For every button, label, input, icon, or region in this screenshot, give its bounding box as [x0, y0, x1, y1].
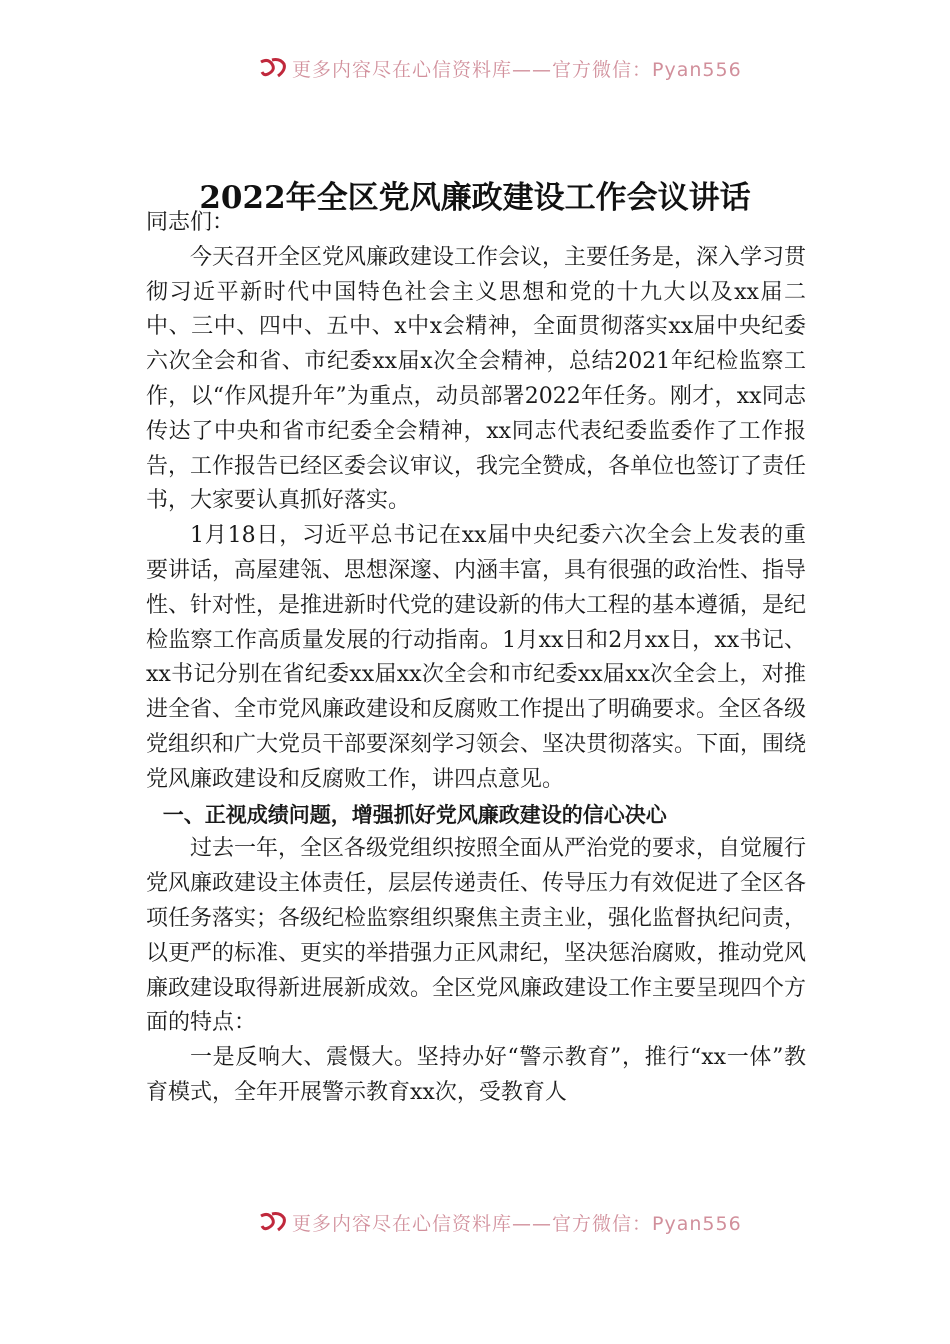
watermark-footer: [258, 1208, 778, 1236]
watermark-header: [258, 54, 778, 82]
watermark-logo-icon: [258, 56, 288, 80]
document-body: [146, 206, 806, 1111]
section-heading-1: 一、正视成绩问题，增强抓好党风廉政建设的信心决心: [162, 802, 667, 827]
paragraph-3: 过去一年，全区各级党组织按照全面从严治党的要求，自觉履行党风廉政建设主体责任，层层传递责任、传导压力有效促进了全区各项任务落实；各级纪检监察组织聚焦主责主业，强化监督执纪问责，以更严的标准、更实的举措强力正风肃纪，坚决惩治腐败，推动党风廉政建设取得新进展新成效。全区党风廉政建设工作主要呈现四个方面的特点：: [146, 836, 807, 1036]
document-title: 2022年全区党风廉政建设工作会议讲话: [199, 180, 751, 216]
salutation: 同志们：: [146, 210, 235, 235]
watermark-logo-icon: [258, 1210, 288, 1234]
paragraph-1: 今天召开全区党风廉政建设工作会议，主要任务是，深入学习贯彻习近平新时代中国特色社会主义思想和党的十九大以及xx届二中、三中、四中、五中、x中x会精神，全面贯彻落实xx届中央纪委六次全会和省、市纪委xx届x次全会精神，总结2021年纪检监察工作，以“作风提升年”为重点，动员部署2022年任务。刚才，xx同志传达了中央和省市纪委全会精神，xx同志代表纪委监委作了工作报告，工作报告已经区委会议审议，我完全赞成，各单位也签订了责任书，大家要认真抓好落实。: [146, 244, 807, 514]
watermark-text: 更多内容尽在心信资料库——官方微信：Pyan556: [292, 58, 742, 81]
paragraph-2: 1月18日，习近平总书记在xx届中央纪委六次全会上发表的重要讲话，高屋建瓴、思想深邃、内涵丰富，具有很强的政治性、指导性、针对性，是推进新时代党的建设新的伟大工程的基本遵循，是纪检监察工作高质量发展的行动指南。1月xx日和2月xx日，xx书记、xx书记分别在省纪委xx届xx次全会和市纪委xx届xx次全会上，对推进全省、全市党风廉政建设和反腐败工作提出了明确要求。全区各级党组织和广大党员干部要深刻学习领会、坚决贯彻落实。下面，围绕党风廉政建设和反腐败工作，讲四点意见。: [146, 523, 807, 792]
paragraph-4: 一是反响大、震慑大。坚持办好“警示教育”，推行“xx一体”教育模式，全年开展警示教育xx次，受教育人: [146, 1045, 806, 1105]
watermark-text: 更多内容尽在心信资料库——官方微信：Pyan556: [292, 1212, 742, 1235]
